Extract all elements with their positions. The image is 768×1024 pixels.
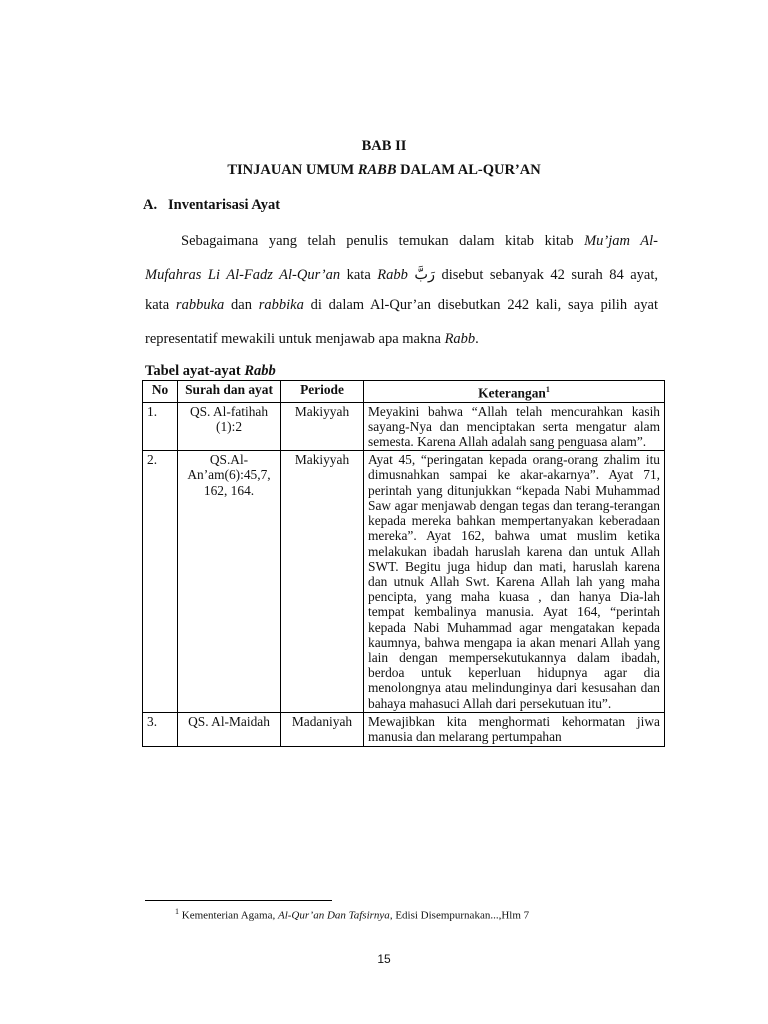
- header-surah: Surah dan ayat: [178, 381, 281, 403]
- footnote-number: 1: [175, 907, 179, 916]
- cell-no: 1.: [143, 402, 178, 451]
- cell-periode: Makiyyah: [281, 402, 364, 451]
- paragraph-line-3: kata rabbuka dan rabbika di dalam Al-Qur’an disebutkan 242 kali, saya pilih ayat: [145, 297, 659, 313]
- cell-surah: QS.Al-An’am(6):45,7, 162, 164.: [178, 451, 281, 712]
- footnote: $^1$ Kementerian Agama, Al-Qur’an Dan Tafsirnya, Edisi Disempurnakan...,Hlm 7: [175, 907, 530, 922]
- table-row: [143, 451, 665, 712]
- section-heading: [143, 197, 280, 214]
- ayat-table: [142, 380, 665, 747]
- chapter-heading: BAB II: [361, 138, 407, 154]
- footnote-ref: 1: [545, 385, 550, 394]
- cell-keterangan: Mewajibkan kita menghormati kehormatan jiwa manusia dan melarang pertumpahan: [364, 712, 665, 746]
- paragraph-line-4: representatif mewakili untuk menjawab apa makna Rabb.: [145, 331, 479, 347]
- cell-surah: QS. Al-fatihah (1):2: [178, 402, 281, 451]
- cell-periode: Makiyyah: [281, 451, 364, 712]
- table-caption: Tabel ayat-ayat Rabb: [145, 363, 276, 379]
- section-title: Inventarisasi Ayat: [168, 197, 281, 213]
- header-no: No: [143, 381, 178, 403]
- paragraph-line-2: Mufahras Li Al-Fadz Al-Qur’an kata Rabb رَبَّ disebut sebanyak 42 surah 84 ayat,: [145, 267, 658, 283]
- cell-surah: QS. Al-Maidah: [178, 712, 281, 746]
- table-row: [143, 402, 665, 451]
- cell-keterangan: Meyakini bahwa “Allah telah mencurahkan kasih sayang-Nya dan menciptakan serta mengatur alam semesta. Karena Allah adalah sang penguasa alam”.: [364, 402, 665, 451]
- table-header-row: [143, 381, 665, 403]
- paragraph-line-1: Sebagaimana yang telah penulis temukan dalam kitab kitab Mu’jam Al-: [181, 233, 658, 249]
- chapter-title: TINJAUAN UMUM RABB DALAM AL-QUR’AN: [227, 162, 541, 178]
- cell-periode: Madaniyah: [281, 712, 364, 746]
- cell-no: 2.: [143, 451, 178, 712]
- page-number: 15: [377, 952, 391, 966]
- cell-no: 3.: [143, 712, 178, 746]
- section-letter: A.: [143, 197, 158, 213]
- cell-keterangan: Ayat 45, “peringatan kepada orang-orang zhalim itu dimusnahkan sampai ke akar-akarnya”. Ayat 71, perintah yang ditunjukkan “kepada Nabi Muhammad Saw agar menjawab dengan tegas dan terang-terangan kepada mereka bahkan mempertanyakan keberadaan mereka”. Ayat 162, bahwa umat muslim ketika melakukan ibadah haruslah karena dan untuk Allah SWT. Begitu juga hidup dan mati, haruslah karena dan utnuk Allah Swt. Karena Allah lah yang maha pencipta, yang maha kuasa , dan hanya Dia-lah tempat kembalinya manusia. Ayat 164, “perintah kepada Nabi Muhammad agar mengatakan kepada kaumnya, bahwa mengapa ia akan menari Allah yang lain dengan mempersekutukannya dalam ibadah, berdoa untuk keperluan hidupnya agar dia menolongnya atau melindunginya dari kesusahan dan bahaya mahasuci Allah dari persekutuan itu”.: [364, 451, 665, 712]
- footnote-divider: [145, 900, 332, 901]
- table-row: [143, 712, 665, 746]
- header-keterangan: Keterangan$^1$: [364, 381, 665, 403]
- header-periode: Periode: [281, 381, 364, 403]
